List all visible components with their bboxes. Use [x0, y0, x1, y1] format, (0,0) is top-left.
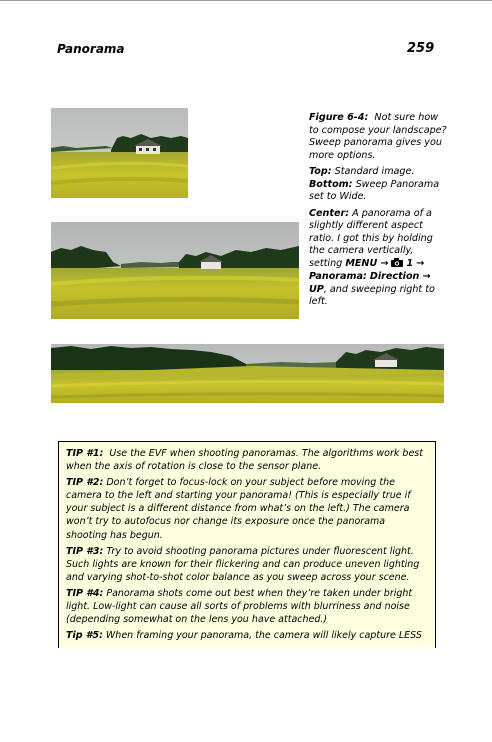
tip-paragraph: [66, 545, 429, 584]
up-label: UP: [309, 283, 324, 295]
tip-text: Use the EVF when shooting panoramas. The algorithms work best when the axis of rotation is close to the sensor plane.: [66, 448, 423, 473]
figure-label: Figure 6-4:: [309, 112, 369, 123]
caption-figure-paragraph: [309, 112, 449, 162]
top-text: Standard image.: [334, 166, 415, 177]
bottom-label: Bottom:: [309, 178, 353, 190]
direction-label: Direction: [369, 271, 420, 282]
menu-label: MENU: [345, 257, 378, 269]
photo-vertical-panorama: [51, 222, 299, 319]
arrow-right-icon: →: [416, 257, 425, 269]
menu-number: 1: [406, 257, 414, 269]
tip-paragraph: [66, 476, 429, 541]
panorama-label: Panorama:: [309, 271, 367, 282]
tip-paragraph: [66, 629, 429, 642]
tip-text: Don’t forget to focus-lock on your subject before moving the camera to the left and starting your panorama! (This is especially true if your subject is a different distance from what’s on the left.) The camera won’t try to autofocus nor change its exposure once the panorama shooting has begun.: [66, 477, 411, 541]
center-text: A panorama of a slightly different aspect ratio. I got this by holding the camera vertically, setting: [309, 207, 433, 269]
tip-label: TIP #1:: [66, 448, 104, 459]
page-number: 259: [407, 41, 435, 56]
tip-label: TIP #2:: [66, 477, 104, 489]
caption-center-paragraph: [309, 208, 449, 309]
tip-text: Panorama shots come out best when they’re taken under bright light. Low-light can cause all sorts of problems with blurriness and noise (depending somewhat on the lens you have attached.): [66, 587, 413, 626]
top-label: Top:: [309, 166, 332, 177]
tip-label: Tip #5:: [66, 630, 103, 642]
photo-standard-landscape: [51, 108, 188, 198]
tip-paragraph: [66, 587, 429, 626]
arrow-right-icon: →: [380, 257, 389, 269]
center-label: Center:: [309, 207, 350, 219]
tip-paragraph: [66, 447, 429, 473]
caption-top-bottom-paragraph: [309, 166, 449, 204]
tip-label: TIP #4:: [66, 587, 104, 599]
tips-box: [58, 441, 436, 648]
bottom-text: Sweep Panorama set to Wide.: [309, 178, 440, 202]
figure-text: Not sure how to compose your landscape? Sweep panorama gives you more options.: [309, 112, 447, 161]
tip-text: When framing your panorama, the camera will likely capture LESS: [105, 630, 422, 642]
page-top-rule: [0, 0, 492, 1]
photo-wide-sweep-panorama: [51, 344, 444, 403]
tip-text: Try to avoid shooting panorama pictures under fluorescent light. Such lights are known for their flickering and can produce uneven lighting and varying shot-to-shot color balance as you sweep across your scene.: [66, 545, 420, 583]
figure-caption: [309, 112, 449, 313]
tip-label: TIP #3:: [66, 545, 104, 557]
camera-icon: [391, 258, 403, 272]
running-header-title: Panorama: [57, 42, 125, 56]
caption-ending-text: , and sweeping right to left.: [309, 283, 435, 307]
arrow-right-icon: →: [422, 271, 431, 282]
